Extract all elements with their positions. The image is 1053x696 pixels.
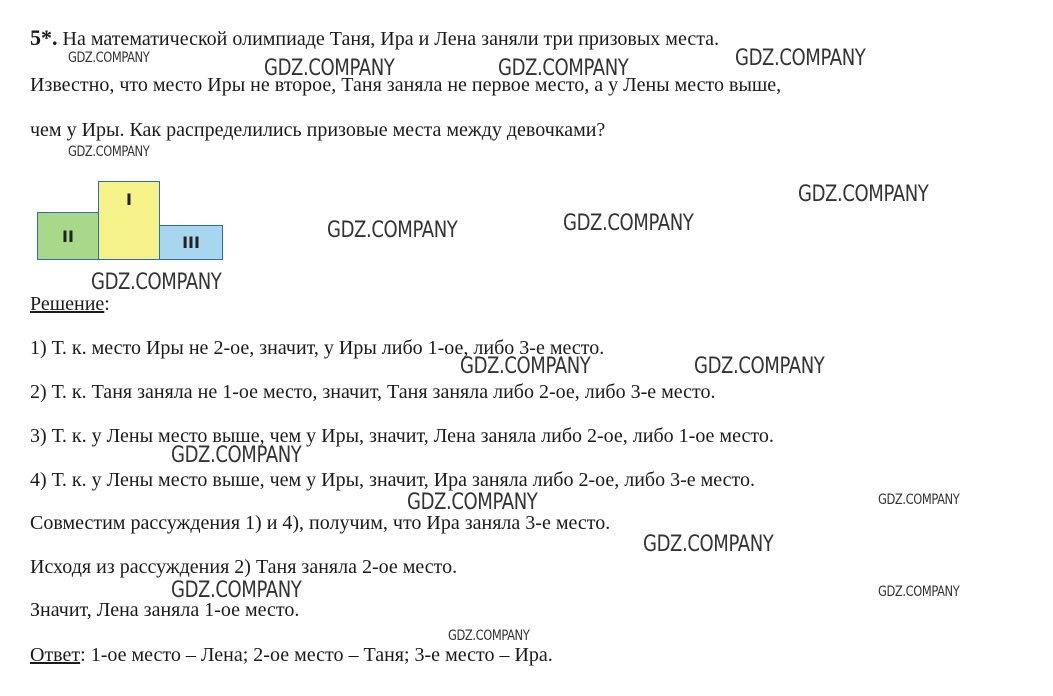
watermark: GDZ.COMPANY [563,211,694,236]
solution-step: Совместим рассуждения 1) и 4), получим, что Ира заняла 3-е место. [30,512,611,534]
watermark: GDZ.COMPANY [878,584,960,600]
watermark: GDZ.COMPANY [91,270,222,295]
problem-text-1: На математической олимпиаде Таня, Ира и Лена заняли три призовых места. [62,28,720,50]
watermark: GDZ.COMPANY [798,182,929,207]
answer-line [30,643,553,667]
watermark: GDZ.COMPANY [694,354,825,379]
watermark: GDZ.COMPANY [327,218,458,243]
watermark: GDZ.COMPANY [171,443,302,468]
watermark: GDZ.COMPANY [878,492,960,508]
watermark: GDZ.COMPANY [735,46,866,71]
solution-step: Значит, Лена заняла 1-ое место. [30,599,300,621]
solution-step: Исходя из рассуждения 2) Таня заняла 2-ое место. [30,556,458,578]
watermark: GDZ.COMPANY [448,628,530,644]
watermark: GDZ.COMPANY [68,144,150,160]
watermark: GDZ.COMPANY [68,50,150,66]
podium-second: II [37,212,99,260]
watermark: GDZ.COMPANY [171,578,302,603]
solution-heading [30,292,110,316]
problem-line-3: чем у Иры. Как распределились призовые места между девочками? [30,119,606,141]
watermark: GDZ.COMPANY [643,532,774,557]
watermark: GDZ.COMPANY [264,56,395,81]
podium-first: I [98,181,160,260]
problem-line-2: Известно, что место Иры не второе, Таня заняла не первое место, а у Лены место выше, [30,74,782,96]
watermark: GDZ.COMPANY [407,490,538,515]
watermark: GDZ.COMPANY [460,354,591,379]
problem-line-1 [30,26,719,51]
problem-number: 5*. [30,25,58,50]
podium-third: III [159,225,223,260]
answer-text: : 1-ое место – Лена; 2-ое место – Таня; 3-е место – Ира. [80,644,553,666]
solution-step: 3) Т. к. у Лены место выше, чем у Иры, значит, Лена заняла либо 2-ое, либо 1-ое место. [30,425,774,447]
solution-heading-colon: : [104,293,110,315]
answer-label: Ответ [30,644,81,666]
watermark: GDZ.COMPANY [498,56,629,81]
solution-step: 4) Т. к. у Лены место выше, чем у Иры, значит, Ира заняла либо 2-ое, либо 3-е место. [30,469,756,491]
solution-step: 2) Т. к. Таня заняла не 1-ое место, значит, Таня заняла либо 2-ое, либо 3-е место. [30,381,716,403]
solution-step: 1) Т. к. место Иры не 2-ое, значит, у Иры либо 1-ое, либо 3-е место. [30,337,605,359]
solution-heading-label: Решение [30,293,105,315]
